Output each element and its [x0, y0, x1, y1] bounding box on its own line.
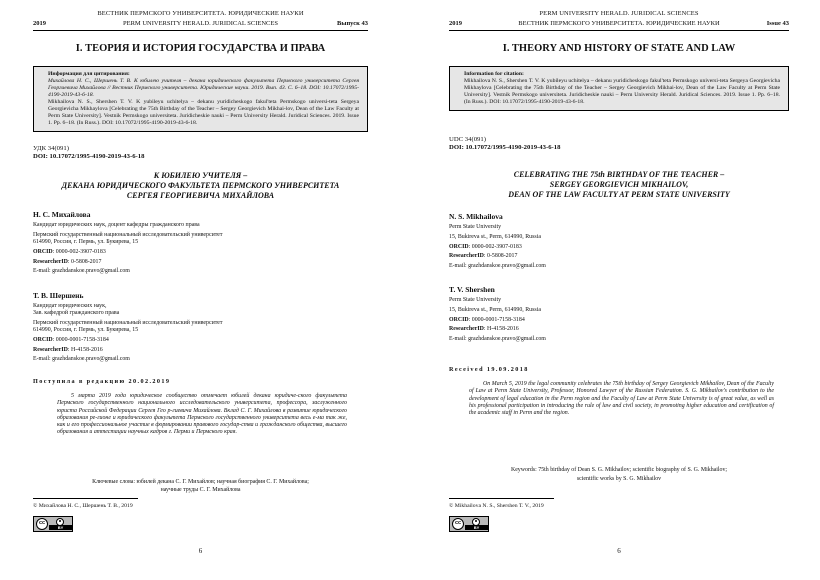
rid-label: ResearcherID — [449, 326, 484, 333]
author-name: N. S. Mikhailova — [449, 212, 503, 221]
rid-value: : H-4158-2016 — [483, 326, 519, 333]
author-orcid — [449, 317, 789, 324]
header-year: 2019 — [33, 20, 46, 27]
running-header-journal: PERM UNIVERSITY HERALD. JURIDICAL SCIENCES — [539, 10, 699, 17]
orcid-label: ORCID — [449, 316, 469, 323]
orcid-label: ORCID — [449, 243, 469, 250]
author-block — [33, 211, 368, 275]
orcid-value: : 0000-0001-7158-3184 — [52, 337, 109, 344]
udc-block — [449, 136, 560, 152]
rid-label: ResearcherID — [449, 253, 484, 260]
section-title: I. ТЕОРИЯ И ИСТОРИЯ ГОСУДАРСТВА И ПРАВА — [75, 43, 326, 54]
running-header-journal: ВЕСТНИК ПЕРМСКОГО УНИВЕРСИТЕТА. ЮРИДИЧЕСКИЕ НАУКИ — [97, 10, 304, 17]
header-issue: Issue 43 — [766, 20, 789, 27]
author-org: Пермский государственный национальный исследовательский университет — [33, 231, 223, 238]
left-page — [33, 0, 368, 580]
title-line: CELEBRATING THE 75th BIRTHDAY OF THE TEACHER – — [513, 170, 725, 179]
orcid-value: : 0000-0001-7158-3184 — [468, 316, 525, 323]
orcid-label: ORCID — [33, 248, 53, 255]
header-issue: Выпуск 43 — [337, 20, 368, 27]
title-line: ДЕКАНА ЮРИДИЧЕСКОГО ФАКУЛЬТЕТА ПЕРМСКОГО УНИВЕРСИТЕТА — [61, 181, 340, 190]
copyright: © Михайлова Н. С., Шершень Т. В., 2019 — [33, 503, 133, 509]
author-email: E-mail: grazhdanskoe.pravo@gmail.com — [449, 263, 546, 270]
cc-logo-icon: cc — [452, 518, 464, 530]
page-number: 6 — [198, 547, 203, 555]
author-name: Т. В. Шершень — [33, 291, 84, 300]
author-org: Perm State University — [449, 224, 502, 231]
keywords-line: scientific works by S. G. Mikhailov — [576, 476, 662, 482]
title-line: SERGEY GEORGIEVICH MIKHAILOV, — [549, 180, 689, 189]
cc-by-license-icon[interactable] — [449, 516, 489, 532]
author-org: Пермский государственный национальный исследовательский университет — [33, 320, 223, 327]
orcid-value: : 0000-002-3907-0183 — [52, 248, 106, 255]
author-position-2: Зав. кафедрой гражданского права — [33, 310, 120, 317]
citation-box — [33, 66, 368, 132]
rid-value: : 0-5808-2017 — [483, 253, 518, 260]
keywords-line: научные труды С. Г. Михайлова — [160, 487, 241, 493]
author-block — [449, 286, 789, 343]
title-line: К ЮБИЛЕЮ УЧИТЕЛЯ – — [153, 171, 248, 180]
author-researcherid — [33, 259, 368, 266]
title-line: СЕРГЕЯ ГЕОРГИЕВИЧА МИХАЙЛОВА — [126, 191, 275, 200]
author-email: E-mail: grazhdanskoe.pravo@gmail.com — [449, 336, 546, 343]
page-number: 6 — [617, 547, 621, 555]
article-title — [449, 170, 789, 200]
orcid-value: : 0000-002-3907-0183 — [468, 243, 522, 250]
abstract: On March 5, 2019 the legal community celebrates the 75th birthday of Sergey Georgievich Mikhailov, Dean of the Faculty of Law at Perm State University, Professor, Honored Lawyer of the Russian Federation. S. G. Mikhailov's contribution to the development of legal education in the Perm region and the Faculty of Law at Perm State University is of great value, as well as his professional participation in introducing the rule of law and civil society, in promoting higher education and certification of the academic staff in Perm and the region. — [469, 381, 774, 417]
cc-logo-icon: cc — [36, 518, 48, 530]
author-researcherid — [449, 326, 789, 333]
author-org: Perm State University — [449, 297, 502, 304]
rid-value: : Н-4158-2016 — [67, 346, 103, 353]
rid-label: ResearcherID — [33, 258, 68, 265]
article-title — [33, 171, 368, 201]
author-email: E-mail: grazhdanskoe.pravo@gmail.com — [33, 356, 130, 363]
keywords — [449, 466, 789, 484]
author-orcid — [449, 244, 789, 251]
author-address: 15, Bukireva st., Perm, 614990, Russia — [449, 306, 541, 313]
author-orcid — [33, 337, 368, 344]
keywords-line: Keywords: 75th birthday of Dean S. G. Mikhailov; scientific biography of S. G. Mikhailov; — [510, 467, 728, 473]
citation-title: Информация для цитирования: — [48, 71, 130, 77]
citation-box — [449, 66, 789, 111]
rid-value: : 0-5808-2017 — [67, 258, 102, 265]
header-journal-en: PERM UNIVERSITY HERALD. JURIDICAL SCIENCES — [123, 20, 278, 27]
orcid-label: ORCID — [33, 337, 53, 344]
author-name: Н. С. Михайлова — [33, 210, 91, 219]
author-orcid — [33, 249, 368, 256]
author-name: T. V. Shershen — [449, 285, 495, 294]
running-header-row — [449, 20, 789, 30]
copyright: © Mikhailova N. S., Shershen T. V., 2019 — [449, 503, 544, 509]
author-block — [33, 292, 368, 364]
header-divider — [33, 30, 368, 31]
footnote-divider — [449, 498, 554, 499]
header-year: 2019 — [449, 20, 462, 27]
citation-ru: Михайлова Н. С., Шершень Т. В. К юбилею учителя – декана юридического факультета Пермского университета Сергея Георгиевича Михайлова // Вестник Пермского университета. Юридические науки. 2019. Вып. 43. C. 6–18. DOI: 10.17072/1995-4190-2019-43-6-18. — [48, 78, 359, 98]
header-divider — [449, 30, 789, 31]
cc-by-label: BY — [465, 525, 488, 530]
author-researcherid — [33, 347, 368, 354]
udc-code: УДК 34(091) — [33, 145, 69, 152]
section-title: I. THEORY AND HISTORY OF STATE AND LAW — [502, 43, 736, 54]
running-header-row — [33, 20, 368, 30]
keywords-line: Ключевые слова: юбилей декана С. Г. Михайлов; научная биография С. Г. Михайлова; — [92, 479, 309, 485]
right-page — [449, 0, 789, 580]
abstract: 5 марта 2019 года юридическое сообщество отмечает юбилей декана юридиче-ского факультета Пермского государственного национального исследовательского университета, профессора, заслуженного юриста Российской Федерации Сергея Гео р-гиевича Михайлова. Вклад С. Г. Михайлова в развитие юридического образования ре-гионе и юридического факультета Пермского государственного университета весь е-ма так же, как и его профессиональное участие в формировании правового государ-ства и гражданского общества, высшего образования и аттестации научных кадров г. Перми и Пермского края. — [57, 393, 347, 436]
author-position: Кандидат юридических наук, — [33, 303, 107, 310]
citation-title: Information for citation: — [464, 71, 524, 77]
author-email: E-mail: grazhdanskoe.pravo@gmail.com — [33, 268, 130, 275]
footnote-divider — [33, 498, 138, 499]
author-address: 614990, Россия, г. Пермь, ул. Букирева, 15 — [33, 327, 139, 334]
citation-en: Mikhailova N. S., Shershen T. V. K yubileyu uchitelya – dekanu yuridicheskogo fakul'teta Permskogo universi-teta Sergeya Georgievicha Mikhaylova [Celebrating the 75th Birthday of the Teacher – Sergey Georgievich Mikhai-lov, Dean of the Law Faculty at Perm State University]. Vestnik Permskogo universiteta. Juridicheskie nauki – Perm University Herald. Juridical Sciences. 2019. Issue 1. Pp. 6–18. (In Russ.). DOI: 10.17072/1995-4190-2019-43-6-18. — [48, 99, 359, 126]
doi: DOI: 10.17072/1995-4190-2019-43-6-18 — [33, 153, 145, 160]
keywords — [33, 478, 368, 494]
received-date: Received 19.09.2018 — [449, 366, 529, 373]
author-researcherid — [449, 253, 789, 260]
author-address: 15, Bukireva st., Perm, 614990, Russia — [449, 233, 541, 240]
author-position: Кандидат юридических наук, доцент кафедры гражданского права — [33, 222, 200, 229]
title-line: DEAN OF THE LAW FACULTY AT PERM STATE UNIVERSITY — [508, 190, 730, 199]
udc-block — [33, 145, 144, 161]
citation-en: Mikhailova N. S., Shershen T. V. K yubileyu uchitelya – dekanu yuridicheskogo fakul'teta Permskogo universi-teta Sergeya Georgievicha Mikhaylova [Celebrating the 75th Birthday of the Teacher – Sergey Georgievich Mikhai-lov, Dean of the Law Faculty at Perm State University]. Vestnik Permskogo universiteta. Juridicheskie nauki – Perm University Herald. Juridical Sciences. 2019. Issue 1. Pp. 6–18. (In Russ.). DOI: 10.17072/1995-4190-2019-43-6-18. — [464, 78, 780, 105]
received-date: Поступила в редакцию 20.02.2019 — [33, 378, 171, 385]
header-journal-ru: ВЕСТНИК ПЕРМСКОГО УНИВЕРСИТЕТА. ЮРИДИЧЕСКИЕ НАУКИ — [518, 20, 720, 27]
doi: DOI: 10.17072/1995-4190-2019-43-6-18 — [449, 144, 561, 151]
udc-code: UDC 34(091) — [449, 136, 486, 143]
cc-by-license-icon[interactable] — [33, 516, 73, 532]
cc-by-label: BY — [49, 525, 72, 530]
author-block — [449, 213, 789, 270]
author-address: 614990, Россия, г. Пермь, ул. Букирева, 15 — [33, 239, 139, 246]
rid-label: ResearcherID — [33, 346, 68, 353]
